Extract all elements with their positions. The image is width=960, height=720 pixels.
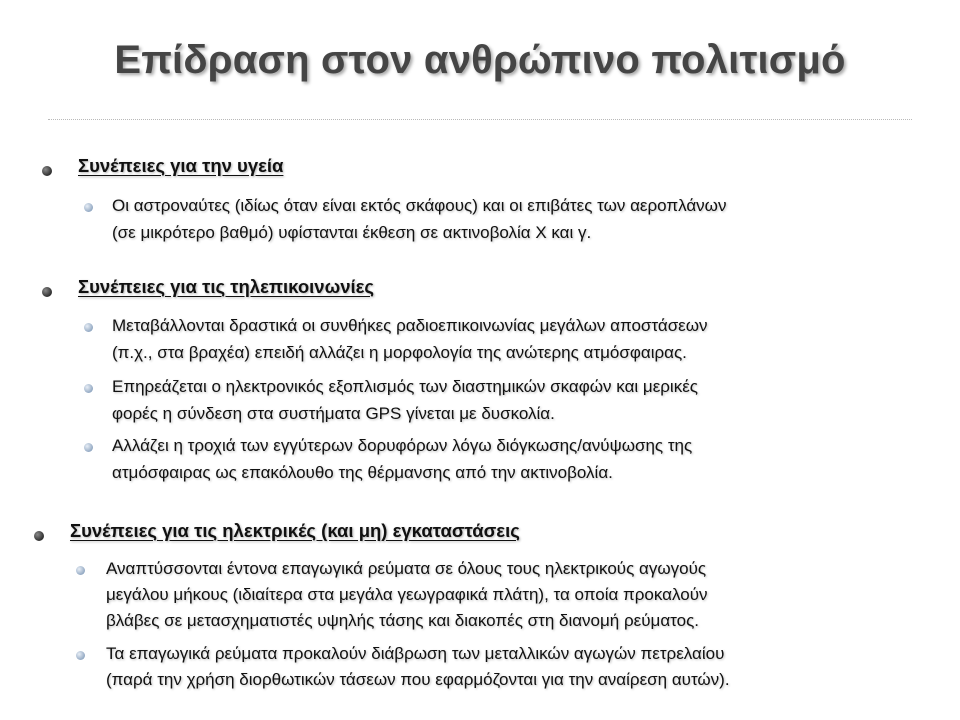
section-heading: Συνέπειες για την υγεία <box>78 155 284 176</box>
section-heading: Συνέπειες για τις ηλεκτρικές (και μη) εγκαταστάσεις <box>70 520 520 541</box>
slide-title: Επίδραση στον ανθρώπινο πολιτισμό <box>114 38 846 82</box>
sub-bullet-icon <box>84 384 93 393</box>
sub-bullet-icon <box>76 566 85 575</box>
bullet-text-line: (π.χ., στα βραχέα) επειδή αλλάζει η μορφολογία της ανώτερης ατμόσφαιρας. <box>112 343 687 362</box>
sub-bullet-icon <box>84 203 93 212</box>
bullet-dot-icon <box>34 531 44 541</box>
title-divider <box>48 119 912 120</box>
sub-bullet-icon <box>84 443 93 452</box>
bullet-text-line: Αλλάζει η τροχιά των εγγύτερων δορυφόρων λόγω διόγκωσης/ανύψωσης της <box>112 436 693 455</box>
bullet-dot-icon <box>42 166 52 176</box>
bullet-text-line: ατμόσφαιρας ως επακόλουθο της θέρμανσης από την ακτινοβολία. <box>112 463 613 482</box>
sub-bullet-icon <box>84 323 93 332</box>
section-heading: Συνέπειες για τις τηλεπικοινωνίες <box>78 276 375 297</box>
bullet-text-line: Οι αστροναύτες (ιδίως όταν είναι εκτός σκάφους) και οι επιβάτες των αεροπλάνων <box>112 196 727 215</box>
bullet-dot-icon <box>42 287 52 297</box>
bullet-text-line: (παρά την χρήση διορθωτικών τάσεων που εφαρμόζονται για την αναίρεση αυτών). <box>106 670 730 689</box>
bullet-text-line: φορές η σύνδεση στα συστήματα GPS γίνεται με δυσκολία. <box>112 404 555 423</box>
bullet-text-line: Μεταβάλλονται δραστικά οι συνθήκες ραδιοεπικοινωνίας μεγάλων αποστάσεων <box>112 316 708 335</box>
bullet-text-line: βλάβες σε μετασχηματιστές υψηλής τάσης και διακοπές στη διανομή ρεύματος. <box>106 611 699 630</box>
bullet-text-line: Επηρεάζεται ο ηλεκτρονικός εξοπλισμός των διαστημικών σκαφών και μερικές <box>112 377 698 396</box>
sub-bullet-icon <box>76 651 85 660</box>
bullet-text-line: μεγάλου μήκους (ιδιαίτερα στα μεγάλα γεωγραφικά πλάτη), τα οποία προκαλούν <box>106 585 708 604</box>
bullet-text-line: Αναπτύσσονται έντονα επαγωγικά ρεύματα σε όλους τους ηλεκτρικούς αγωγούς <box>106 559 707 578</box>
bullet-text-line: (σε μικρότερο βαθμό) υφίστανται έκθεση σε ακτινοβολία Χ και γ. <box>112 223 592 242</box>
bullet-text-line: Τα επαγωγικά ρεύματα προκαλούν διάβρωση των μεταλλικών αγωγών πετρελαίου <box>106 644 725 663</box>
